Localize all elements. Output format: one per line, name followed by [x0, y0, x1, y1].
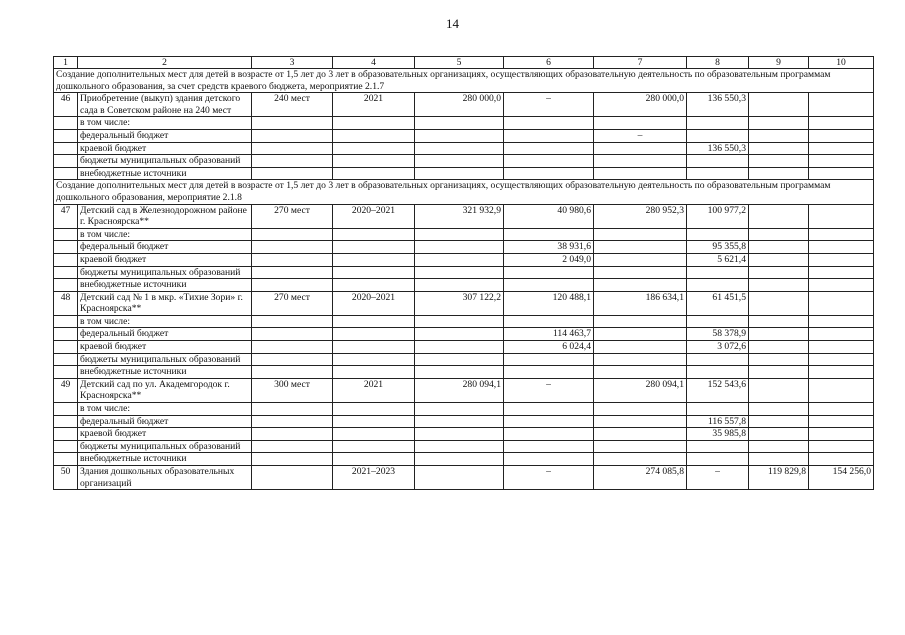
value-cell: 307 122,2 [415, 291, 504, 315]
value-cell [687, 266, 749, 279]
value-cell [749, 155, 809, 168]
value-cell [594, 453, 687, 466]
value-cell [504, 167, 594, 180]
value-cell [809, 453, 874, 466]
value-cell: – [504, 378, 594, 402]
section-row [54, 180, 874, 204]
column-header: 9 [749, 57, 809, 69]
value-cell [594, 415, 687, 428]
column-header: 3 [252, 57, 333, 69]
value-cell [504, 353, 594, 366]
sub-row [54, 328, 874, 341]
row-number: 47 [54, 204, 78, 228]
value-cell: – [504, 466, 594, 490]
period-cell [333, 167, 415, 180]
value-cell: – [504, 93, 594, 117]
value-cell [809, 167, 874, 180]
value-cell [415, 403, 504, 416]
value-cell [594, 253, 687, 266]
value-cell [809, 279, 874, 292]
value-cell [809, 228, 874, 241]
budget-table [53, 56, 874, 490]
value-cell [687, 403, 749, 416]
value-cell [749, 378, 809, 402]
value-cell [415, 328, 504, 341]
value-cell [749, 453, 809, 466]
capacity-cell [252, 279, 333, 292]
value-cell [749, 253, 809, 266]
item-name: федеральный бюджет [78, 129, 252, 142]
value-cell: 2 049,0 [504, 253, 594, 266]
value-cell [749, 266, 809, 279]
item-name: бюджеты муниципальных образований [78, 266, 252, 279]
column-header: 8 [687, 57, 749, 69]
capacity-cell [252, 129, 333, 142]
capacity-cell: 240 мест [252, 93, 333, 117]
value-cell [809, 291, 874, 315]
sub-row [54, 241, 874, 254]
sub-row [54, 403, 874, 416]
row-number [54, 228, 78, 241]
sub-row [54, 453, 874, 466]
item-name: краевой бюджет [78, 341, 252, 354]
value-cell [415, 453, 504, 466]
value-cell: 280 952,3 [594, 204, 687, 228]
value-cell: 116 557,8 [687, 415, 749, 428]
value-cell [687, 315, 749, 328]
column-header: 5 [415, 57, 504, 69]
sub-row [54, 129, 874, 142]
capacity-cell: 270 мест [252, 204, 333, 228]
value-cell [809, 315, 874, 328]
period-cell [333, 129, 415, 142]
value-cell [415, 366, 504, 379]
value-cell [415, 341, 504, 354]
value-cell [809, 241, 874, 254]
capacity-cell [252, 341, 333, 354]
value-cell [749, 428, 809, 441]
value-cell: 58 378,9 [687, 328, 749, 341]
capacity-cell [252, 466, 333, 490]
row-number [54, 117, 78, 130]
item-name: краевой бюджет [78, 253, 252, 266]
section-row [54, 69, 874, 93]
sub-row [54, 428, 874, 441]
item-name: бюджеты муниципальных образований [78, 440, 252, 453]
capacity-cell [252, 315, 333, 328]
value-cell [594, 228, 687, 241]
sub-row [54, 440, 874, 453]
value-cell [415, 415, 504, 428]
period-cell: 2021 [333, 93, 415, 117]
item-name: в том числе: [78, 228, 252, 241]
column-header: 10 [809, 57, 874, 69]
page-number: 14 [446, 16, 459, 31]
period-cell [333, 328, 415, 341]
period-cell [333, 228, 415, 241]
column-header: 4 [333, 57, 415, 69]
row-number [54, 315, 78, 328]
value-cell [809, 403, 874, 416]
value-cell [809, 155, 874, 168]
capacity-cell [252, 167, 333, 180]
capacity-cell: 300 мест [252, 378, 333, 402]
value-cell [504, 366, 594, 379]
row-number [54, 328, 78, 341]
value-cell: 100 977,2 [687, 204, 749, 228]
value-cell [415, 142, 504, 155]
value-cell: 35 985,8 [687, 428, 749, 441]
value-cell [809, 440, 874, 453]
value-cell [687, 228, 749, 241]
value-cell [809, 353, 874, 366]
capacity-cell [252, 266, 333, 279]
value-cell [749, 93, 809, 117]
row-number [54, 155, 78, 168]
row-number: 49 [54, 378, 78, 402]
value-cell [594, 341, 687, 354]
value-cell [594, 428, 687, 441]
value-cell [749, 353, 809, 366]
value-cell [687, 453, 749, 466]
item-name: в том числе: [78, 403, 252, 416]
section-title: Создание дополнительных мест для детей в возрасте от 1,5 лет до 3 лет в образовательных организациях, осуществляющих образовательную деятельность по образовательным программам дошкольного образования, за счет средств краевого бюджета, мероприятие 2.1.7 [54, 69, 874, 93]
value-cell: 38 931,6 [504, 241, 594, 254]
value-cell: 280 000,0 [415, 93, 504, 117]
value-cell [415, 253, 504, 266]
item-row [54, 466, 874, 490]
value-cell [749, 204, 809, 228]
value-cell [749, 279, 809, 292]
item-name: внебюджетные источники [78, 167, 252, 180]
value-cell [749, 328, 809, 341]
capacity-cell [252, 403, 333, 416]
value-cell [415, 440, 504, 453]
item-name: федеральный бюджет [78, 415, 252, 428]
value-cell [749, 167, 809, 180]
row-number [54, 142, 78, 155]
value-cell [594, 142, 687, 155]
value-cell [504, 129, 594, 142]
value-cell [749, 315, 809, 328]
column-header: 6 [504, 57, 594, 69]
value-cell [809, 204, 874, 228]
value-cell [415, 466, 504, 490]
sub-row [54, 253, 874, 266]
item-name: бюджеты муниципальных образований [78, 353, 252, 366]
row-number [54, 279, 78, 292]
column-header: 2 [78, 57, 252, 69]
sub-row [54, 117, 874, 130]
value-cell [749, 117, 809, 130]
period-cell [333, 253, 415, 266]
capacity-cell: 270 мест [252, 291, 333, 315]
value-cell: 3 072,6 [687, 341, 749, 354]
value-cell: 136 550,3 [687, 142, 749, 155]
period-cell [333, 403, 415, 416]
value-cell: 40 980,6 [504, 204, 594, 228]
sub-row [54, 167, 874, 180]
value-cell [809, 129, 874, 142]
sub-row [54, 415, 874, 428]
sub-row [54, 341, 874, 354]
row-number [54, 266, 78, 279]
sub-row [54, 142, 874, 155]
sub-row [54, 279, 874, 292]
item-name: внебюджетные источники [78, 279, 252, 292]
capacity-cell [252, 353, 333, 366]
period-cell: 2020–2021 [333, 291, 415, 315]
value-cell [687, 167, 749, 180]
sub-row [54, 266, 874, 279]
item-name: краевой бюджет [78, 428, 252, 441]
value-cell [504, 266, 594, 279]
period-cell [333, 241, 415, 254]
sub-row [54, 353, 874, 366]
sub-row [54, 315, 874, 328]
item-name: внебюджетные источники [78, 366, 252, 379]
capacity-cell [252, 440, 333, 453]
capacity-cell [252, 428, 333, 441]
value-cell: – [687, 466, 749, 490]
value-cell [687, 129, 749, 142]
item-row [54, 93, 874, 117]
value-cell [749, 415, 809, 428]
capacity-cell [252, 253, 333, 266]
value-cell [504, 142, 594, 155]
value-cell [809, 341, 874, 354]
value-cell [809, 117, 874, 130]
value-cell [504, 440, 594, 453]
row-number [54, 167, 78, 180]
value-cell [594, 403, 687, 416]
value-cell [594, 315, 687, 328]
value-cell [749, 403, 809, 416]
item-name: бюджеты муниципальных образований [78, 155, 252, 168]
value-cell [594, 241, 687, 254]
value-cell [415, 428, 504, 441]
value-cell [749, 228, 809, 241]
item-row [54, 204, 874, 228]
value-cell: 119 829,8 [749, 466, 809, 490]
period-cell [333, 155, 415, 168]
value-cell: 120 488,1 [504, 291, 594, 315]
capacity-cell [252, 241, 333, 254]
row-number [54, 353, 78, 366]
period-cell [333, 266, 415, 279]
period-cell [333, 341, 415, 354]
period-cell [333, 428, 415, 441]
value-cell [809, 328, 874, 341]
row-number [54, 453, 78, 466]
column-header: 1 [54, 57, 78, 69]
capacity-cell [252, 366, 333, 379]
period-cell [333, 117, 415, 130]
sub-row [54, 366, 874, 379]
value-cell: 61 451,5 [687, 291, 749, 315]
item-name: краевой бюджет [78, 142, 252, 155]
capacity-cell [252, 415, 333, 428]
section-title: Создание дополнительных мест для детей в возрасте от 1,5 лет до 3 лет в образовательных организациях, осуществляющих образовательную деятельность по образовательным программам дошкольного образования, мероприятие 2.1.8 [54, 180, 874, 204]
value-cell [809, 253, 874, 266]
value-cell [749, 291, 809, 315]
capacity-cell [252, 155, 333, 168]
value-cell [809, 378, 874, 402]
value-cell: 136 550,3 [687, 93, 749, 117]
period-cell [333, 315, 415, 328]
value-cell [415, 353, 504, 366]
row-number: 48 [54, 291, 78, 315]
period-cell: 2021 [333, 378, 415, 402]
period-cell [333, 440, 415, 453]
period-cell: 2021–2023 [333, 466, 415, 490]
capacity-cell [252, 328, 333, 341]
period-cell [333, 415, 415, 428]
row-number [54, 129, 78, 142]
row-number [54, 440, 78, 453]
row-number [54, 253, 78, 266]
value-cell [504, 428, 594, 441]
value-cell [504, 228, 594, 241]
value-cell [749, 241, 809, 254]
value-cell [594, 155, 687, 168]
value-cell [415, 117, 504, 130]
item-name: в том числе: [78, 315, 252, 328]
value-cell [415, 167, 504, 180]
value-cell [504, 315, 594, 328]
item-name: Приобретение (выкуп) здания детского сада в Советском районе на 240 мест [78, 93, 252, 117]
value-cell [415, 241, 504, 254]
value-cell [809, 415, 874, 428]
period-cell [333, 279, 415, 292]
value-cell [687, 279, 749, 292]
row-number [54, 241, 78, 254]
item-name: федеральный бюджет [78, 328, 252, 341]
value-cell: 154 256,0 [809, 466, 874, 490]
value-cell [504, 415, 594, 428]
value-cell: 95 355,8 [687, 241, 749, 254]
capacity-cell [252, 142, 333, 155]
row-number: 50 [54, 466, 78, 490]
period-cell [333, 142, 415, 155]
period-cell [333, 366, 415, 379]
capacity-cell [252, 453, 333, 466]
value-cell [415, 315, 504, 328]
row-number [54, 341, 78, 354]
item-name: Детский сад № 1 в мкр. «Тихие Зори» г. Красноярска** [78, 291, 252, 315]
value-cell [687, 440, 749, 453]
value-cell [415, 266, 504, 279]
value-cell [415, 155, 504, 168]
capacity-cell [252, 228, 333, 241]
value-cell [594, 440, 687, 453]
value-cell [415, 129, 504, 142]
value-cell: 280 094,1 [594, 378, 687, 402]
value-cell [687, 117, 749, 130]
row-number [54, 415, 78, 428]
period-cell [333, 353, 415, 366]
value-cell: 5 621,4 [687, 253, 749, 266]
item-row [54, 291, 874, 315]
value-cell [594, 167, 687, 180]
value-cell [809, 142, 874, 155]
value-cell [749, 142, 809, 155]
item-name: федеральный бюджет [78, 241, 252, 254]
value-cell: 152 543,6 [687, 378, 749, 402]
capacity-cell [252, 117, 333, 130]
value-cell: 186 634,1 [594, 291, 687, 315]
sub-row [54, 155, 874, 168]
period-cell: 2020–2021 [333, 204, 415, 228]
value-cell [504, 279, 594, 292]
value-cell [687, 353, 749, 366]
value-cell: 280 000,0 [594, 93, 687, 117]
value-cell [809, 428, 874, 441]
item-name: внебюджетные источники [78, 453, 252, 466]
value-cell [504, 117, 594, 130]
value-cell [594, 328, 687, 341]
item-name: Здания дошкольных образовательных организаций [78, 466, 252, 490]
row-number: 46 [54, 93, 78, 117]
column-header: 7 [594, 57, 687, 69]
value-cell: 321 932,9 [415, 204, 504, 228]
value-cell [415, 228, 504, 241]
value-cell [749, 341, 809, 354]
header-row [54, 57, 874, 69]
item-row [54, 378, 874, 402]
value-cell [749, 440, 809, 453]
value-cell: 280 094,1 [415, 378, 504, 402]
value-cell [415, 279, 504, 292]
value-cell [687, 155, 749, 168]
value-cell [594, 117, 687, 130]
value-cell [594, 353, 687, 366]
value-cell: – [594, 129, 687, 142]
value-cell [749, 366, 809, 379]
item-name: Детский сад в Железнодорожном районе г. Красноярска** [78, 204, 252, 228]
period-cell [333, 453, 415, 466]
value-cell [809, 93, 874, 117]
sub-row [54, 228, 874, 241]
value-cell [687, 366, 749, 379]
value-cell [504, 155, 594, 168]
value-cell [504, 403, 594, 416]
item-name: в том числе: [78, 117, 252, 130]
item-name: Детский сад по ул. Академгородок г. Красноярска** [78, 378, 252, 402]
row-number [54, 366, 78, 379]
value-cell [809, 366, 874, 379]
row-number [54, 403, 78, 416]
value-cell: 6 024,4 [504, 341, 594, 354]
value-cell [749, 129, 809, 142]
value-cell [504, 453, 594, 466]
value-cell [594, 279, 687, 292]
value-cell [594, 266, 687, 279]
value-cell: 274 085,8 [594, 466, 687, 490]
value-cell [809, 266, 874, 279]
value-cell [594, 366, 687, 379]
value-cell: 114 463,7 [504, 328, 594, 341]
row-number [54, 428, 78, 441]
